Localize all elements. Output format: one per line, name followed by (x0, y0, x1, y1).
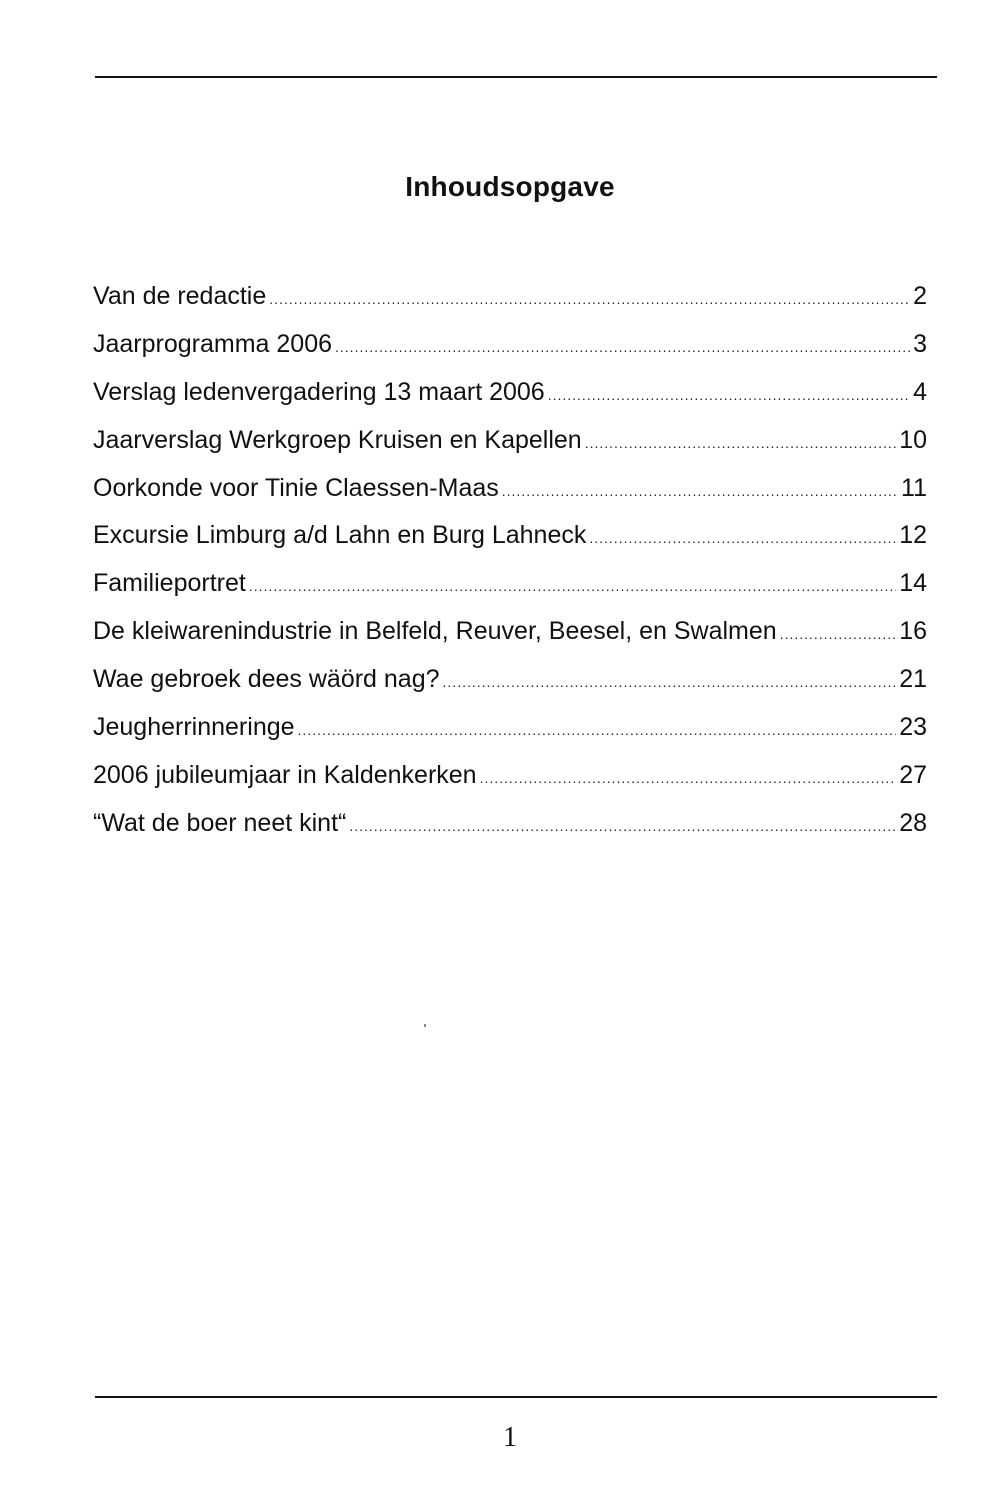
toc-entry-title: Excursie Limburg a/d Lahn en Burg Lahneck (93, 521, 587, 550)
toc-dot-leader (585, 435, 896, 451)
page-number: 1 (503, 1422, 517, 1453)
toc-entry-title: Jaarprogramma 2006 (93, 329, 333, 358)
toc-entry-page: 10 (899, 425, 927, 454)
toc-entry-page: 4 (913, 377, 927, 406)
toc-dot-leader (443, 674, 897, 690)
toc-entry-page: 14 (899, 569, 927, 598)
toc-entry (93, 809, 927, 857)
toc-entry-page: 28 (899, 808, 927, 837)
scan-speck (424, 1024, 426, 1027)
toc-entry-page: 2 (913, 282, 927, 310)
toc-entry-title: Oorkonde voor Tinie Claessen-Maas (93, 473, 499, 502)
toc-entry-page: 16 (899, 617, 927, 646)
toc-entry-title: 2006 jubileumjaar in Kaldenkerken (93, 760, 477, 789)
toc-entry (93, 426, 927, 474)
toc-dot-leader (502, 483, 898, 499)
toc-dot-leader (349, 818, 896, 834)
toc-dot-leader (548, 387, 910, 403)
toc-entry-page: 21 (899, 665, 927, 694)
toc-dot-leader (780, 626, 896, 642)
toc-dot-leader (298, 722, 897, 738)
toc-entry-title: Jeugherrinneringe (93, 713, 295, 742)
page-title: Inhoudsopgave (405, 170, 615, 202)
toc-entry (93, 761, 927, 809)
toc-entry-title: Wae gebroek dees wäörd nag? (93, 665, 440, 694)
toc-entry-title: De kleiwarenindustrie in Belfeld, Reuver, Beesel, en Swalmen (93, 617, 777, 646)
toc-entry-title: Jaarverslag Werkgroep Kruisen en Kapellen (93, 425, 582, 454)
toc-entry (93, 569, 927, 617)
toc-entry (93, 474, 927, 522)
toc-entry-page: 11 (901, 473, 927, 502)
toc-entry (93, 617, 927, 665)
top-rule (95, 76, 937, 78)
bottom-rule (95, 1396, 937, 1398)
toc-entry (93, 521, 927, 569)
toc-entry (93, 330, 927, 378)
toc-entry-title: Verslag ledenvergadering 13 maart 2006 (93, 377, 545, 406)
toc-entry-title: “Wat de boer neet kint“ (93, 808, 347, 837)
toc-dot-leader (480, 770, 897, 786)
toc-dot-leader (269, 291, 910, 307)
toc-entry-page: 27 (899, 760, 927, 789)
toc-entry (93, 282, 927, 330)
toc-dot-leader (589, 530, 896, 546)
toc-entry (93, 665, 927, 713)
toc-dot-leader (249, 578, 896, 594)
toc-entry-page: 23 (899, 713, 927, 742)
toc-dot-leader (335, 339, 910, 355)
toc-entry-page: 12 (899, 521, 927, 550)
toc-entry-title: Van de redactie (93, 282, 267, 310)
toc-entry (93, 713, 927, 761)
toc-entry-title: Familieportret (93, 569, 246, 598)
table-of-contents (93, 282, 927, 857)
toc-entry (93, 378, 927, 426)
toc-entry-page: 3 (913, 329, 927, 358)
